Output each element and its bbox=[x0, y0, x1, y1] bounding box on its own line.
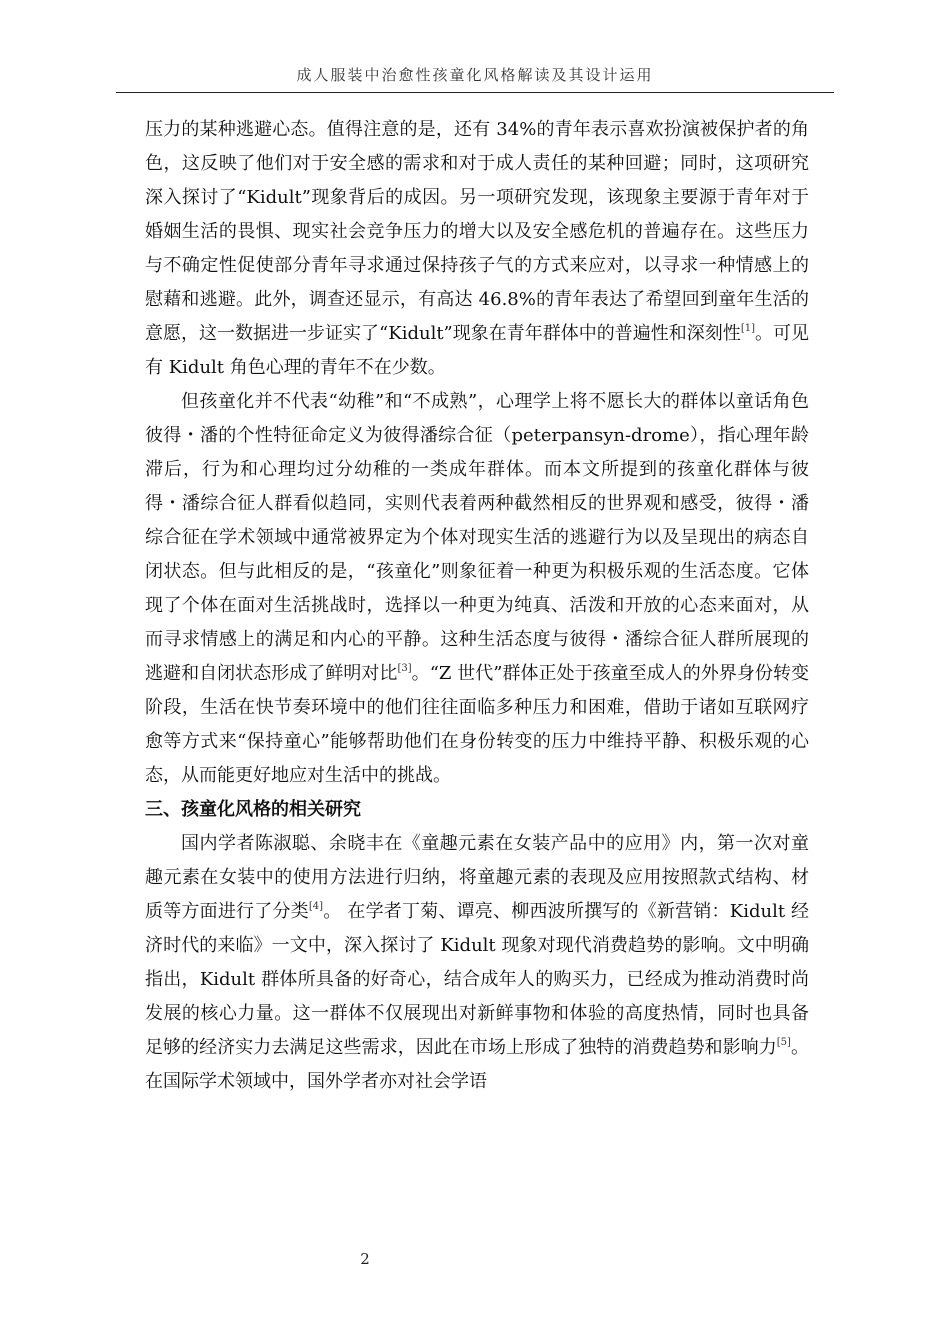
citation-4[interactable]: [4] bbox=[308, 901, 324, 912]
paragraph-3 bbox=[145, 827, 809, 1099]
paragraph-3-text-c: 。在国际学术领域中，国外学者亦对社会学语 bbox=[145, 1037, 810, 1092]
page-number: 2 bbox=[360, 1250, 370, 1268]
running-header: 成人服装中治愈性孩童化风格解读及其设计运用 bbox=[296, 66, 654, 84]
section-heading: 三、孩童化风格的相关研究 bbox=[145, 799, 361, 820]
citation-3[interactable]: [3] bbox=[397, 663, 412, 674]
body-text bbox=[145, 113, 809, 1099]
paragraph-1-text-a: 压力的某种逃避心态。值得注意的是，还有 34%的青年表示喜欢扮演被保护者的角色，这反映了他们对于安全感的需求和对于成人责任的某种回避；同时，这项研究深入探讨了“Kidult”现象背后的成因。另一项研究发现，该现象主要源于青年对于婚姻生活的畏惧、现实社会竞争压力的增大以及安全感危机的普遍存在。这些压力与不确定性促使部分青年寻求通过保持孩子气的方式来应对，以寻求一种情感上的慰藉和逃避。此外，调查还显示，有高达 46.8%的青年表达了希望回到童年生活的意愿，这一数据进一步证实了“Kidult”现象在青年群体中的普遍性和深刻性 bbox=[145, 119, 809, 344]
header-rule bbox=[116, 92, 834, 93]
paragraph-3-text-a: 国内学者陈淑聪、余晓丰在《童趣元素在女装产品中的应用》内，第一次对童趣元素在女装中的使用方法进行归纳，将童趣元素的表现及应用按照款式结构、材质等方面进行了分类 bbox=[145, 833, 809, 922]
paragraph-2-text-a: 但孩童化并不代表“幼稚”和“不成熟”，心理学上将不愿长大的群体以童话角色彼得・潘的个性特征命定义为彼得潘综合征（peterpansyn-drome），指心理年龄滞后，行为和心理均过分幼稚的一类成年群体。而本文所提到的孩童化群体与彼得・潘综合征人群看似趋同，实则代表着两种截然相反的世界观和感受，彼得・潘综合征在学术领域中通常被界定为个体对现实生活的逃避行为以及呈现出的病态自闭状态。但与此相反的是，“孩童化”则象征着一种更为积极乐观的生活态度。它体现了个体在面对生活挑战时，选择以一种更为纯真、活泼和开放的心态来面对，从而寻求情感上的满足和内心的平静。这种生活态度与彼得・潘综合征人群所展现的逃避和自闭状态形成了鲜明对比 bbox=[145, 391, 809, 684]
paragraph-1 bbox=[145, 113, 809, 385]
citation-1[interactable]: [1] bbox=[740, 323, 755, 334]
citation-5[interactable]: [5] bbox=[776, 1037, 791, 1048]
paragraph-3-text-b: 。 在学者丁菊、谭亮、柳西波所撰写的《新营销：Kidult 经济时代的来临》一文中，深入探讨了 Kidult 现象对现代消费趋势的影响。文中明确指出，Kidult 群体所具备的好奇心，结合成年人的购买力，已经成为推动消费时尚发展的核心力量。这一群体不仅展现出对新鲜事物和体验的高度热情，同时也具备足够的经济实力去满足这些需求，因此在市场上形成了独特的消费趋势和影响力 bbox=[145, 901, 809, 1058]
paragraph-2 bbox=[145, 385, 809, 793]
paragraph-1-text-b: 。可见有 Kidult 角色心理的青年不在少数。 bbox=[145, 323, 809, 378]
paragraph-2-text-b: 。“Z 世代”群体正处于孩童至成人的外界身份转变阶段，生活在快节奏环境中的他们往往面临多种压力和困难，借助于诸如互联网疗愈等方式来“保持童心”能够帮助他们在身份转变的压力中维持平静、积极乐观的心态，从而能更好地应对生活中的挑战。 bbox=[145, 663, 809, 786]
